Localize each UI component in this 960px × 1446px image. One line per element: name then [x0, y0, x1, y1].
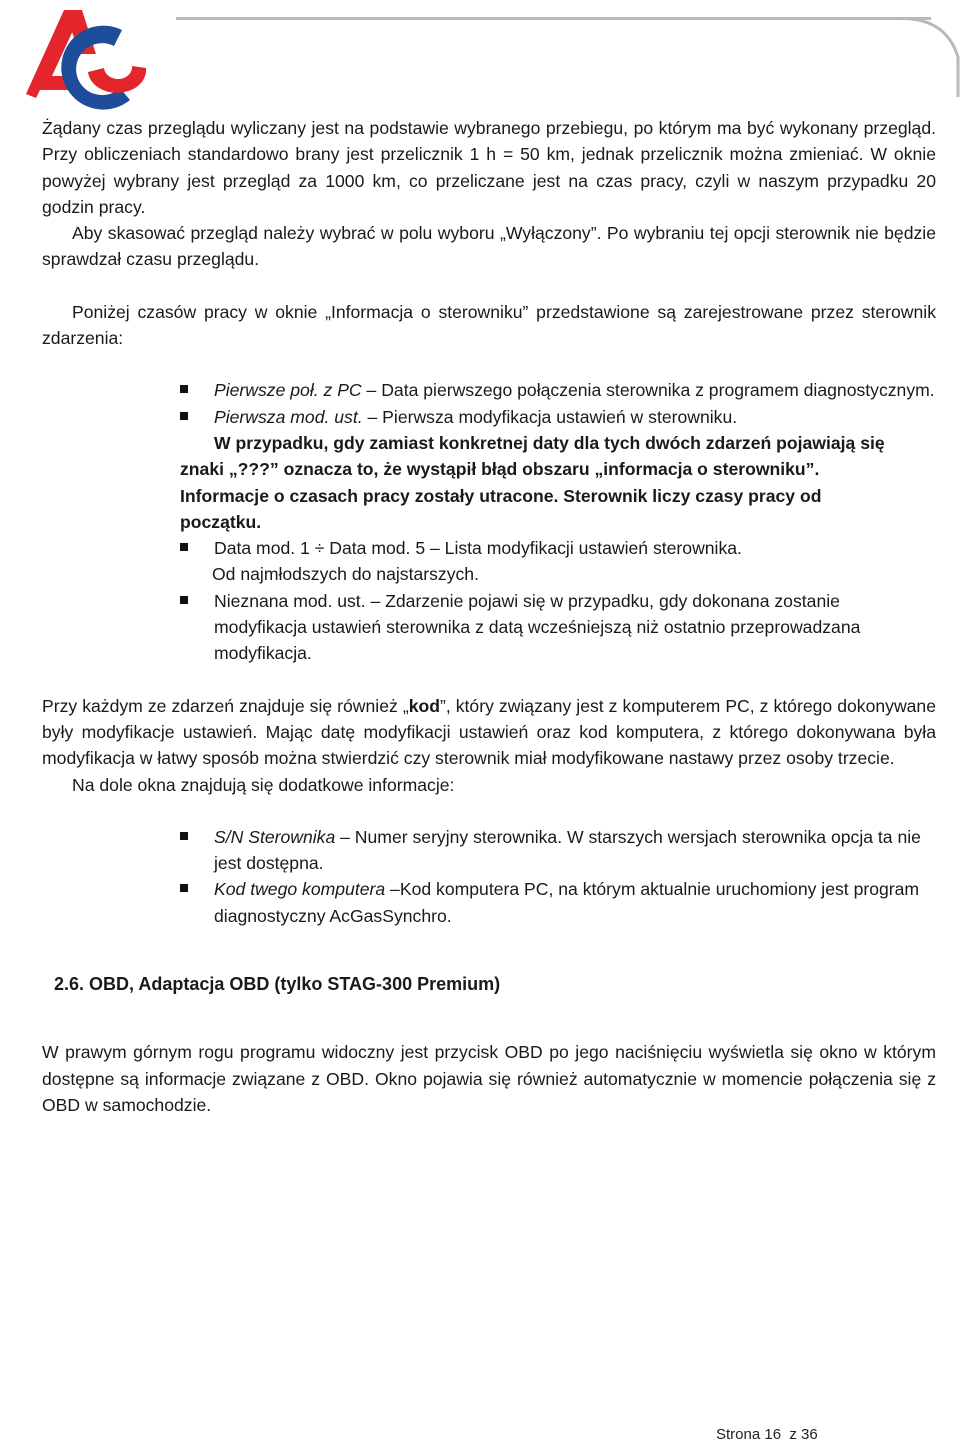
list-item: Pierwsze poł. z PC – Data pierwszego połączenia sterownika z programem diagnostycznym.	[180, 377, 936, 403]
paragraph-reset-review: Aby skasować przegląd należy wybrać w polu wyboru „Wyłączony”. Po wybraniu tej opcji sterownik nie będzie sprawdzał czasu przeglądu.	[42, 223, 936, 270]
events-list	[42, 377, 936, 430]
events-sub-note: Od najmłodszych do najstarszych.	[212, 564, 479, 585]
events-list-3	[42, 588, 936, 667]
paragraph-obd: W prawym górnym rogu programu widoczny jest przycisk OBD po jego naciśnięciu wyświetla się okno w którym dostępne są informacje związane z OBD. Okno pojawia się również automatycznie w momencie połączenia się z OBD w samochodzie.	[42, 1042, 936, 1115]
paragraph-additional-info: Na dole okna znajdują się dodatkowe informacje:	[72, 774, 455, 795]
header-corner-curve	[900, 17, 960, 97]
section-heading: 2.6. OBD, Adaptacja OBD (tylko STAG-300 Premium)	[54, 974, 501, 995]
paragraph-code-info: Przy każdym ze zdarzeń znajduje się również „kod”, który związany jest z komputerem PC, z którego dokonywane były modyfikacje ustawień. Mając datę modyfikacji ustawień oraz kod komputera, z którego dokonywana była modyfikacja w łatwy sposób można stwierdzić czy sterownik miał modyfikowane nastawy przez osoby trzecie.	[42, 695, 936, 769]
warning-note: W przypadku, gdy zamiast konkretnej daty dla tych dwóch zdarzeń pojawiają się znaki „???” oznacza to, że wystąpił błąd obszaru „informacja o sterowniku”. Informacje o czasach pracy zostały utracone. Sterownik liczy czasy pracy od początku.	[180, 432, 885, 532]
bullet-icon	[180, 412, 188, 420]
bullet-icon	[180, 543, 188, 551]
paragraph-review-time: Żądany czas przeglądu wyliczany jest na podstawie wybranego przebiegu, po którym ma być wykonany przegląd. Przy obliczeniach standardowo brany jest przelicznik 1 h = 50 km, jednak przelicznik można zmieniać. W oknie powyżej wybrany jest przegląd za 1000 km, co przeliczane jest na czas pracy, czyli w naszym przypadku 20 godzin pracy.	[42, 118, 936, 217]
ac-logo	[18, 2, 160, 120]
page-number: Strona 16 z 36	[716, 1426, 818, 1443]
list-item: Kod twego komputera –Kod komputera PC, na którym aktualnie uruchomiony jest program diagnostyczny AcGasSynchro.	[180, 876, 936, 929]
events-list-2	[42, 535, 936, 561]
bullet-icon	[180, 884, 188, 892]
bullet-icon	[180, 832, 188, 840]
extra-info-list	[42, 824, 936, 929]
list-item: S/N Sterownika – Numer seryjny sterownika. W starszych wersjach sterownika opcja ta nie jest dostępna.	[180, 824, 936, 877]
list-item: Data mod. 1 ÷ Data mod. 5 – Lista modyfikacji ustawień sterownika.	[180, 535, 936, 561]
list-item: Pierwsza mod. ust. – Pierwsza modyfikacja ustawień w sterowniku.	[180, 404, 936, 430]
document-body	[42, 115, 936, 1118]
paragraph-events-intro: Poniżej czasów pracy w oknie „Informacja o sterowniku” przedstawione są zarejestrowane przez sterownik zdarzenia:	[42, 301, 936, 349]
header-rule	[176, 17, 930, 20]
bullet-icon	[180, 385, 188, 393]
list-item: Nieznana mod. ust. – Zdarzenie pojawi się w przypadku, gdy dokonana zostanie modyfikacja ustawień sterownika z datą wcześniejszą niż ostatnio przeprowadzana modyfikacja.	[180, 588, 936, 667]
bullet-icon	[180, 596, 188, 604]
